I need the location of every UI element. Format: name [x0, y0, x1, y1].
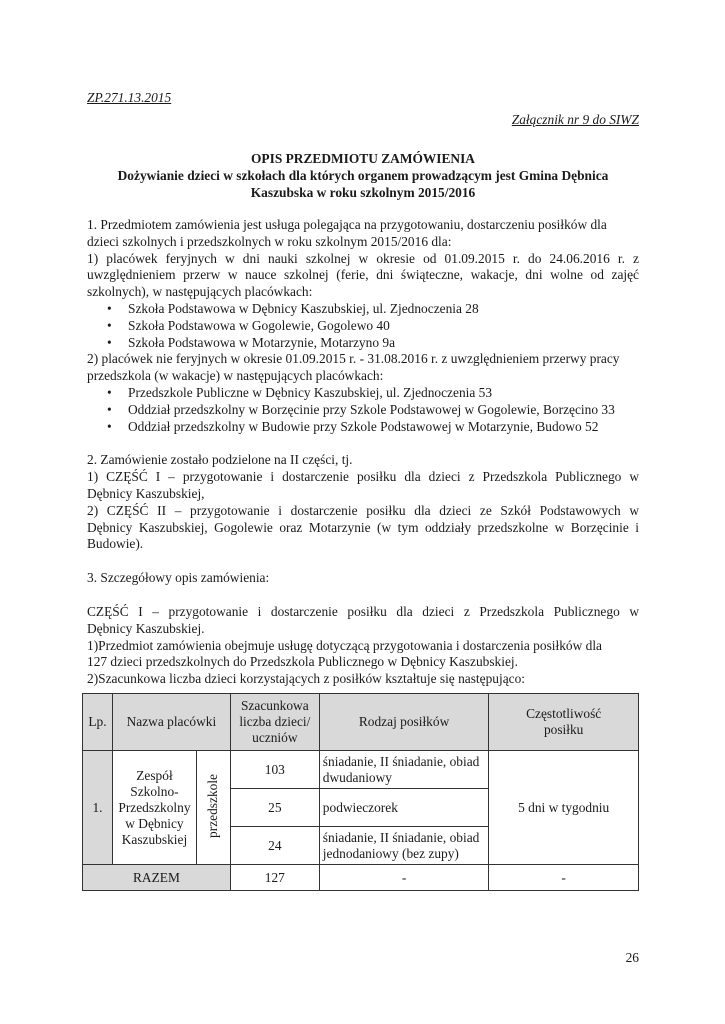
document-title	[87, 150, 639, 201]
header-facility-name: Nazwa placówki	[112, 694, 230, 751]
s1-p2-line-1: 2) placówek nie feryjnych w okresie 01.09.2015 r. - 31.08.2016 r. z uwzględnieniem przerwy pracy	[87, 351, 620, 367]
s3-p1-line-1: 1)Przedmiot zamówienia obejmuje usługę dotyczącą przygotowania i dostarczenia posiłków dla	[87, 637, 602, 653]
list-item: • Szkoła Podstawowa w Dębnicy Kaszubskiej, ul. Zjednoczenia 28	[107, 301, 639, 318]
facility-list-2	[87, 385, 639, 435]
attachment-label: Załącznik nr 9 do SIWZ	[511, 112, 639, 127]
row-facility-type: przedszkole	[196, 751, 230, 865]
title-line-2: Dożywianie dzieci w szkołach dla których organem prowadzącym jest Gmina Dębnica	[117, 168, 609, 183]
list-item: • Przedszkole Publiczne w Dębnicy Kaszubskiej, ul. Zjednoczenia 53	[107, 385, 639, 402]
s2-part2-line-1: 2) CZĘŚĆ II – przygotowanie i dostarczenie posiłku dla dzieci ze Szkół Podstawowych w	[87, 502, 639, 518]
s1-intro-line-2: dzieci szkolnych i przedszkolnych w roku szkolnym 2015/2016 dla:	[87, 233, 452, 249]
list-item: • Szkoła Podstawowa w Motarzynie, Motarzyno 9a	[107, 335, 639, 352]
total-meal: -	[319, 865, 489, 891]
facility-list-1	[87, 301, 639, 351]
list-item: • Oddział przedszkolny w Borzęcinie przy Szkole Podstawowej w Gogolewie, Borzęcino 33	[107, 402, 639, 419]
s3-p1-line-2: 127 dzieci przedszkolnych do Przedszkola Publicznego w Dębnicy Kaszubskiej.	[87, 654, 518, 670]
row-count: 24	[230, 827, 319, 865]
row-frequency: 5 dni w tygodniu	[489, 751, 639, 865]
table-row	[83, 751, 639, 789]
s1-p1-line-1: 1) placówek feryjnych w dni nauki szkolnej w okresie od 01.09.2015 r. do 24.06.2016 r. z	[87, 250, 639, 266]
s1-intro-line-1: 1. Przedmiotem zamówienia jest usługa polegająca na przygotowaniu, dostarczeniu posiłków dla	[87, 217, 607, 232]
header-meal-type: Rodzaj posiłków	[319, 694, 489, 751]
total-frequency: -	[489, 865, 639, 891]
s3-part-line-1: CZĘŚĆ I – przygotowanie i dostarczenie posiłku dla dzieci z Przedszkola Publicznego w	[87, 603, 639, 619]
s1-p1-line-3: szkolnych), w następujących placówkach:	[87, 284, 313, 300]
s2-part1-line-2: Dębnicy Kaszubskiej,	[87, 485, 205, 501]
row-count: 25	[230, 789, 319, 827]
list-item: • Szkoła Podstawowa w Gogolewie, Gogolewo 40	[107, 318, 639, 335]
total-label: RAZEM	[83, 865, 231, 891]
s3-p2: 2)Szacunkowa liczba dzieci korzystających z posiłków kształtuje się następująco:	[87, 671, 526, 687]
row-meal: śniadanie, II śniadanie, obiad dwudaniowy	[319, 751, 489, 789]
total-count: 127	[230, 865, 319, 891]
s3-intro: 3. Szczegółowy opis zamówienia:	[87, 570, 270, 586]
row-meal: podwieczorek	[319, 789, 489, 827]
title-line-1: OPIS PRZEDMIOTU ZAMÓWIENIA	[251, 151, 475, 166]
document-body	[87, 217, 639, 688]
page-number: 26	[625, 950, 639, 965]
reference-number: ZP.271.13.2015	[87, 90, 172, 105]
row-count: 103	[230, 751, 319, 789]
table-header-row	[83, 694, 639, 751]
s2-intro: 2. Zamówienie zostało podzielone na II części, tj.	[87, 452, 353, 468]
row-facility-name: Zespół Szkolno- Przedszkolny w Dębnicy Kaszubskiej	[112, 751, 196, 865]
s2-part2-line-3: Budowie).	[87, 536, 144, 552]
header-frequency: Częstotliwość posiłku	[489, 694, 639, 751]
list-item: • Oddział przedszkolny w Budowie przy Szkole Podstawowej w Motarzynie, Budowo 52	[107, 419, 639, 436]
row-meal: śniadanie, II śniadanie, obiad jednodaniowy (bez zupy)	[319, 827, 489, 865]
table-total-row	[83, 865, 639, 891]
s1-p2-line-2: przedszkola (w wakacje) w następujących placówkach:	[87, 368, 384, 384]
s3-part-line-2: Dębnicy Kaszubskiej.	[87, 620, 205, 636]
row-lp: 1.	[83, 751, 113, 865]
title-line-3: Kaszubska w roku szkolnym 2015/2016	[250, 185, 476, 200]
s1-p1-line-2: uwzględnieniem przerw w nauce szkolnej (ferie, dni świąteczne, wakacje, dni wolne od zajęć	[87, 267, 639, 283]
meal-estimate-table	[82, 693, 639, 891]
s2-part1-line-1: 1) CZĘŚĆ I – przygotowanie i dostarczenie posiłku dla dzieci z Przedszkola Publicznego w	[87, 469, 639, 485]
s2-part2-line-2: Dębnicy Kaszubskiej, Gogolewie oraz Motarzynie (w tym oddziały przedszkolne w Borzęcinie i	[87, 519, 639, 535]
header-count: Szacunkowa liczba dzieci/ uczniów	[230, 694, 319, 751]
header-lp: Lp.	[83, 694, 113, 751]
